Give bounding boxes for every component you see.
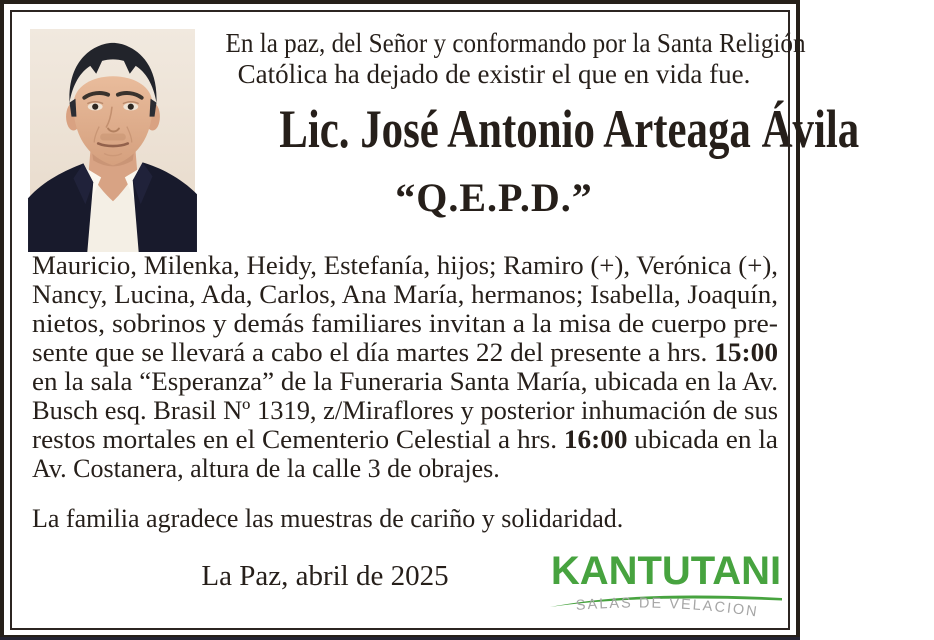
kantutani-logo [548, 551, 784, 625]
body-line: Mauricio, Milenka, Heidy, Estefanía, hijos; Ramiro (+), Verónica (+), [32, 251, 778, 280]
portrait-photo [30, 29, 195, 250]
svg-text:SALAS DE VELACION [575, 595, 759, 620]
body-paragraph [32, 251, 778, 483]
logo-wordmark: KANTUTANI [550, 549, 782, 593]
body-line: sente que se llevará a cabo el día martes 22 del presente a hrs. 15:00 [32, 338, 778, 367]
intro-block [204, 28, 806, 90]
intro-line-2: Católica ha dejado de existir el que en vida fue. [237, 59, 751, 89]
body-line: Nancy, Lucina, Ada, Carlos, Ana María, hermanos; Isabella, Joaquín, [32, 280, 778, 309]
body-line: en la sala “Esperanza” de la Funeraria Santa María, ubicada en la Av. [32, 367, 778, 396]
body-line: Av. Costanera, altura de la calle 3 de obrajes. [32, 454, 500, 483]
body-line: nietos, sobrinos y demás familiares invitan a la misa de cuerpo pre- [32, 309, 778, 338]
logo-wordmark-block [548, 551, 784, 591]
intro-line-1: En la paz, del Señor y conformando por la Santa Religión [225, 28, 806, 58]
deceased-name: Lic. José Antonio Arteaga Ávila [279, 99, 860, 159]
body-line: restos mortales en el Cementerio Celestial a hrs. 16:00 ubicada en la [32, 425, 778, 454]
logo-tagline: SALAS DE VELACION [575, 595, 760, 621]
dateline: La Paz, abril de 2025 [201, 560, 449, 592]
logo-tagline-block [548, 589, 784, 625]
deceased-name-block [204, 96, 860, 162]
portrait-illustration [30, 29, 195, 250]
body-line: Busch esq. Brasil Nº 1319, z/Miraflores y posterior inhumación de sus [32, 396, 778, 425]
acknowledgement-line: La familia agradece las muestras de cariño y solidaridad. [32, 504, 624, 533]
epitaph: “Q.E.P.D.” [395, 175, 593, 220]
